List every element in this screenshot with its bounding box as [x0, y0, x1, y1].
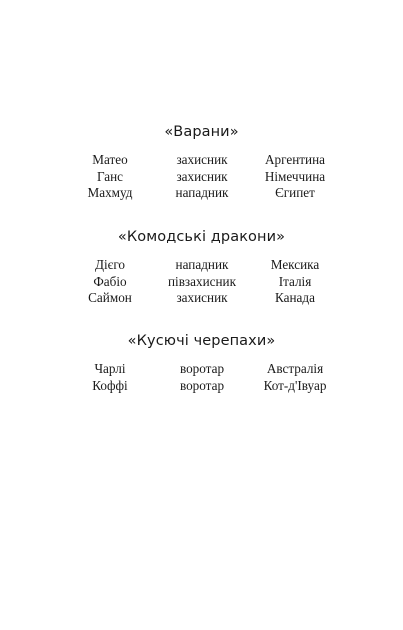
player-name: Ганс [96, 168, 124, 184]
team-section-varany [0, 123, 403, 141]
player-country: Австралія [266, 361, 324, 376]
player-position: воротар [179, 361, 225, 376]
player-country: Німеччина [264, 168, 326, 184]
team-section-biting-turtles [0, 332, 403, 350]
player-row [0, 185, 403, 202]
player-row [0, 152, 403, 169]
team-title: «Варани» [164, 124, 239, 140]
player-country: Кот-д'Івуар [263, 377, 327, 393]
player-row [0, 274, 403, 291]
player-country: Аргентина [265, 152, 325, 167]
player-country: Єгипет [275, 185, 315, 200]
player-name: Фабіо [93, 273, 127, 289]
player-row [0, 290, 403, 307]
player-position: воротар [179, 377, 225, 393]
player-country: Канада [275, 290, 315, 305]
player-row [0, 378, 403, 395]
player-row [0, 361, 403, 378]
player-name: Дієго [95, 257, 125, 272]
team-roster [0, 361, 403, 394]
player-position: нападник [175, 185, 229, 200]
player-position: півзахисник [167, 273, 237, 289]
player-country: Італія [278, 273, 312, 289]
team-roster [0, 152, 403, 202]
player-name: Махмуд [87, 185, 133, 200]
player-name: Чарлі [94, 361, 126, 376]
player-position: захисник [176, 152, 228, 167]
team-title: «Кусючі черепахи» [127, 333, 276, 349]
player-name: Коффі [92, 377, 128, 393]
player-name: Саймон [88, 290, 132, 305]
player-position: захисник [176, 290, 228, 305]
team-title: «Комодські дракони» [117, 229, 286, 245]
player-position: захисник [176, 168, 228, 184]
team-section-komodo-dragons [0, 228, 403, 246]
player-name: Матео [92, 152, 128, 167]
player-country: Мексика [270, 257, 320, 272]
player-row [0, 257, 403, 274]
player-row [0, 169, 403, 186]
team-roster [0, 257, 403, 307]
player-position: нападник [175, 257, 229, 272]
